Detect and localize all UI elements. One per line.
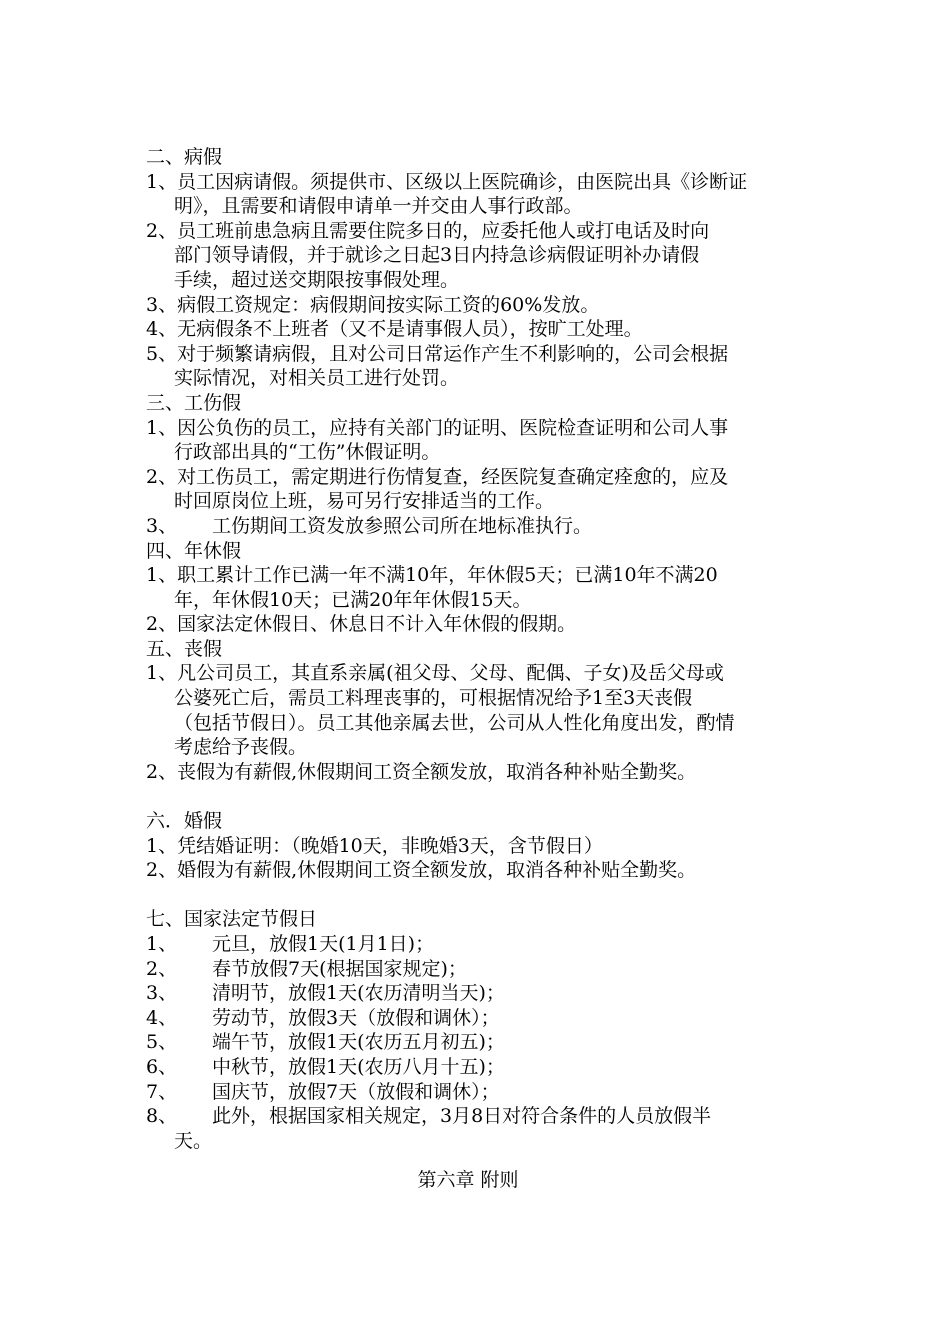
paragraph-line: 2、员工班前患急病且需要住院多日的，应委托他人或打电话及时向	[146, 219, 710, 242]
list-number: 2、	[146, 957, 178, 980]
section-heading-bereavement-leave: 五、丧假	[146, 637, 223, 660]
paragraph-line: （包括节假日）。员工其他亲属去世，公司从人性化角度出发，酌情	[174, 711, 735, 734]
list-number: 4、	[146, 1006, 178, 1029]
list-item	[146, 170, 810, 219]
list-item	[146, 834, 810, 859]
paragraph-line: 2、丧假为有薪假,休假期间工资全额发放，取消各种补贴全勤奖。	[146, 760, 697, 783]
paragraph-line: 2、对工伤员工，需定期进行伤情复查，经医院复查确定痊愈的，应及	[146, 465, 729, 488]
section-heading-work-injury-leave: 三、工伤假	[146, 391, 242, 414]
blank-line	[146, 883, 810, 908]
paragraph-line: 3、病假工资规定：病假期间按实际工资的60%发放。	[146, 293, 600, 316]
paragraph-line: 1、因公负伤的员工，应持有关部门的证明、医院检查证明和公司人事	[146, 416, 729, 439]
paragraph-line: 中秋节，放假1天(农历八月十五)；	[212, 1055, 505, 1078]
list-item	[146, 416, 810, 465]
paragraph-line: 劳动节，放假3天（放假和调休）；	[212, 1006, 500, 1029]
paragraph-line: 行政部出具的“工伤”休假证明。	[174, 441, 441, 464]
paragraph-line: 明》，且需要和请假申请单一并交由人事行政部。	[174, 195, 583, 218]
paragraph-line: 实际情况，对相关员工进行处罚。	[174, 367, 460, 390]
paragraph-line: 1、凡公司员工，其直系亲属(祖父母、父母、配偶、子女)及岳父母或	[146, 662, 724, 685]
paragraph-line: 考虑给予丧假。	[174, 736, 308, 759]
paragraph-line: 部门领导请假，并于就诊之日起3日内持急诊病假证明补办请假	[174, 244, 700, 267]
list-item	[146, 317, 810, 342]
list-number: 7、	[146, 1080, 178, 1103]
list-item	[146, 1030, 810, 1055]
paragraph-line: 元旦，放假1天(1月1日)；	[212, 933, 435, 955]
list-item	[146, 342, 810, 391]
list-number: 3、	[146, 514, 178, 537]
blank-line	[146, 784, 810, 809]
list-number: 5、	[146, 1031, 178, 1054]
list-number: 3、	[146, 982, 178, 1005]
paragraph-line: 端午节，放假1天(农历五月初五)；	[212, 1031, 505, 1054]
list-number: 1、	[146, 933, 178, 955]
paragraph-line: 1、职工累计工作已满一年不满10年，年休假5天；已满10年不满20	[146, 564, 718, 587]
section-heading-annual-leave: 四、年休假	[146, 539, 242, 562]
paragraph-line: 此外，根据国家相关规定，3月8日对符合条件的人员放假半	[212, 1105, 712, 1128]
list-item	[146, 293, 810, 318]
paragraph-line: 春节放假7天(根据国家规定)；	[212, 957, 467, 980]
paragraph-line: 年，年休假10天；已满20年年休假15天。	[174, 588, 532, 611]
paragraph-line: 1、员工因病请假。须提供市、区级以上医院确诊，由医院出具《诊断证	[146, 170, 748, 193]
list-item	[146, 514, 810, 539]
list-number: 6、	[146, 1055, 178, 1078]
paragraph-line: 4、无病假条不上班者（又不是请事假人员），按旷工处理。	[146, 318, 643, 341]
paragraph-line: 公婆死亡后，需员工料理丧事的，可根据情况给予1至3天丧假	[174, 687, 693, 710]
list-item	[146, 858, 810, 883]
list-item	[146, 661, 810, 759]
list-number: 8、	[146, 1105, 178, 1128]
list-item	[146, 1104, 810, 1153]
document-body	[146, 145, 810, 1212]
paragraph-line: 工伤期间工资发放参照公司所在地标准执行。	[212, 514, 593, 537]
section-heading-marriage-leave: 六．婚假	[146, 810, 223, 833]
paragraph-line: 2、国家法定休假日、休息日不计入年休假的假期。	[146, 613, 577, 636]
paragraph-line: 5、对于频繁请病假，且对公司日常运作产生不利影响的，公司会根据	[146, 342, 729, 365]
list-item	[146, 563, 810, 612]
list-item	[146, 1006, 810, 1031]
paragraph-line: 天。	[174, 1129, 213, 1152]
section-heading-public-holidays: 七、国家法定节假日	[146, 908, 318, 931]
list-item-first-line	[146, 1104, 810, 1129]
paragraph-line: 1、凭结婚证明：（晚婚10天，非晚婚3天，含节假日）	[146, 834, 603, 857]
paragraph-line: 2、婚假为有薪假,休假期间工资全额发放，取消各种补贴全勤奖。	[146, 859, 697, 882]
section-heading-sick-leave: 二、病假	[146, 146, 223, 168]
paragraph-line: 手续，超过送交期限按事假处理。	[174, 268, 460, 291]
list-item	[146, 219, 810, 293]
list-item	[146, 1080, 810, 1105]
list-item	[146, 932, 810, 957]
list-item	[146, 760, 810, 785]
list-item	[146, 612, 810, 637]
list-item	[146, 957, 810, 982]
list-item	[146, 981, 810, 1006]
list-item	[146, 465, 810, 514]
list-item	[146, 1055, 810, 1080]
paragraph-line: 国庆节，放假7天（放假和调休）；	[212, 1080, 500, 1103]
paragraph-line: 清明节，放假1天(农历清明当天)；	[212, 982, 505, 1005]
chapter-title: 第六章 附则	[417, 1169, 519, 1192]
paragraph-line: 时回原岗位上班，易可另行安排适当的工作。	[174, 490, 555, 513]
